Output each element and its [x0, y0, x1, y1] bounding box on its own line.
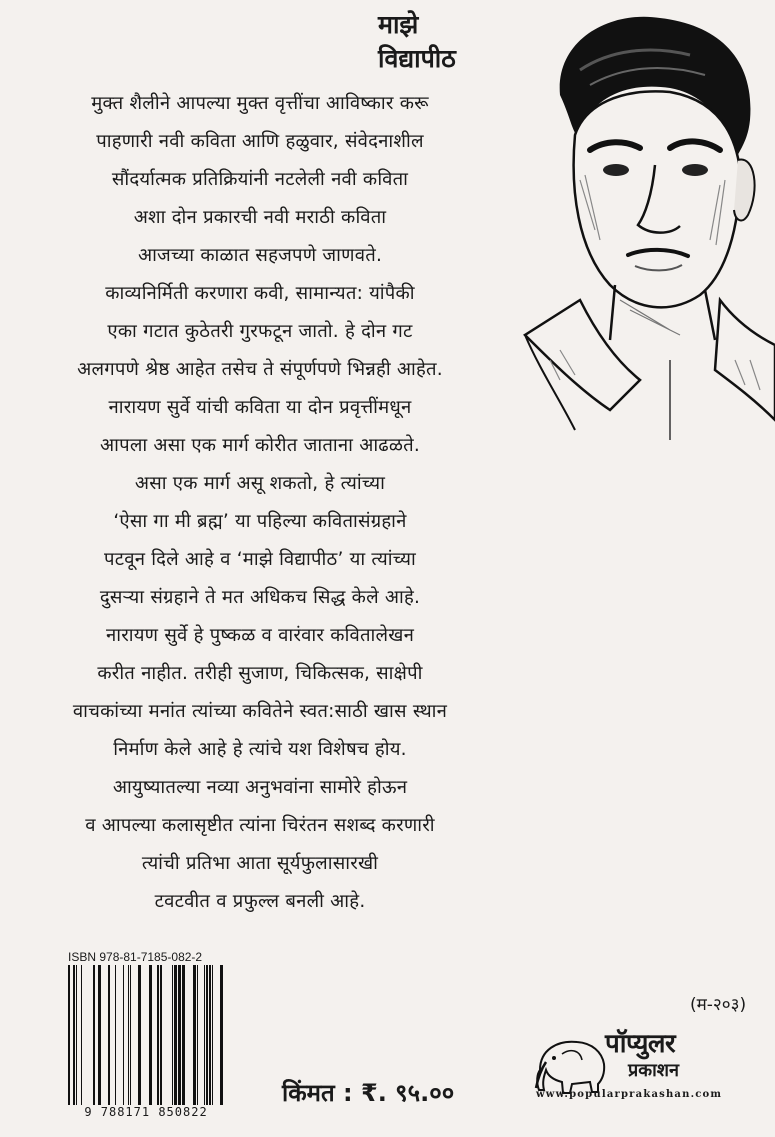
- isbn-label: ISBN 978-81-7185-082-2: [68, 950, 203, 964]
- blurb-line: काव्यनिर्मिती करणारा कवी, सामान्यत: यांपैकी: [105, 283, 415, 304]
- barcode-bar: [172, 965, 173, 1105]
- barcode-bar: [73, 965, 75, 1105]
- barcode-bar: [204, 965, 205, 1105]
- barcode-bar: [98, 965, 101, 1105]
- blurb-line: असा एक मार्ग असू शकतो, हे त्यांच्या: [134, 473, 386, 494]
- barcode-bar: [178, 965, 181, 1105]
- blurb-line: पटवून दिले आहे व ‘माझे विद्यापीठ’ या त्यांच्या: [104, 549, 416, 570]
- barcode-bar: [149, 965, 152, 1105]
- barcode-bar: [212, 965, 213, 1105]
- barcode-bar: [115, 965, 116, 1105]
- blurb-line: एका गटात कुठेतरी गुरफटून जातो. हे दोन गट: [107, 321, 413, 342]
- blurb-line: वाचकांच्या मनांत त्यांच्या कवितेने स्वत:साठी खास स्थान: [72, 701, 448, 722]
- barcode-bar: [209, 965, 211, 1105]
- price: किंमत : ₹. ९५.००: [282, 1079, 455, 1107]
- barcode-bar: [182, 965, 185, 1105]
- publisher-subname: प्रकाशन: [628, 1060, 679, 1081]
- blurb-line: आजच्या काळात सहजपणे जाणवते.: [137, 245, 383, 266]
- catalogue-code: (म-२०३): [690, 995, 747, 1015]
- barcode-bar: [174, 965, 177, 1105]
- barcode-bar: [128, 965, 129, 1105]
- barcode-bar: [76, 965, 77, 1105]
- barcode-bar: [108, 965, 110, 1105]
- barcode-bar: [130, 965, 131, 1105]
- barcode-bar: [123, 965, 124, 1105]
- publisher-url: www.popularprakashan.com: [536, 1089, 723, 1100]
- barcode-bar: [81, 965, 82, 1105]
- blurb-line: अलगपणे श्रेष्ठ आहेत तसेच ते संपूर्णपणे भिन्नही आहेत.: [77, 359, 443, 380]
- blurb-line: करीत नाहीत. तरीही सुजाण, चिकित्सक, साक्षेपी: [97, 663, 423, 684]
- book-title: [378, 8, 518, 76]
- barcode-digits: 9 788171 850822: [84, 1105, 208, 1119]
- publisher-name: पॉप्युलर: [605, 1029, 676, 1059]
- title-line-2: विद्यापीठ: [378, 44, 456, 73]
- blurb-line: पाहणारी नवी कविता आणि हळुवार, संवेदनाशील: [96, 131, 424, 152]
- blurb-line: आपला असा एक मार्ग कोरीत जाताना आढळते.: [100, 435, 420, 456]
- blurb-line: मुक्त शैलीने आपल्या मुक्त वृत्तींचा आविष्कार करू: [91, 93, 429, 114]
- barcode-bar: [138, 965, 141, 1105]
- blurb-line: टवटवीत व प्रफुल्ल बनली आहे.: [154, 891, 366, 912]
- barcode-bar: [197, 965, 198, 1105]
- barcode-bar: [206, 965, 208, 1105]
- blurb-line: आयुष्यातल्या नव्या अनुभवांना सामोरे होऊन: [112, 777, 408, 798]
- blurb-line: सौंदर्यात्मक प्रतिक्रियांनी नटलेली नवी कविता: [111, 169, 409, 190]
- blurb-line: व आपल्या कलासृष्टीत त्यांना चिरंतन सशब्द करणारी: [85, 815, 435, 836]
- blurb-line: निर्माण केले आहे हे त्यांचे यश विशेषच होय.: [113, 739, 407, 760]
- barcode-bar: [93, 965, 95, 1105]
- blurb-line: ‘ऐसा गा मी ब्रह्म’ या पहिल्या कवितासंग्रहाने: [113, 511, 407, 532]
- barcode-bar: [193, 965, 196, 1105]
- blurb-line: त्यांची प्रतिभा आता सूर्यफुलासारखी: [141, 853, 379, 874]
- barcode-bar: [160, 965, 162, 1105]
- blurb-line: नारायण सुर्वे यांची कविता या दोन प्रवृत्तींमधून: [108, 397, 412, 418]
- barcode-bar: [220, 965, 223, 1105]
- title-line-1: माझे: [378, 10, 419, 39]
- barcode-icon: [66, 965, 226, 1105]
- barcode-bar: [157, 965, 159, 1105]
- blurb-text: [0, 80, 560, 920]
- blurb-line: अशा दोन प्रकारची नवी मराठी कविता: [133, 207, 387, 228]
- blurb-line: नारायण सुर्वे हे पुष्कळ व वारंवार कवितालेखन: [105, 625, 415, 646]
- blurb-line: दुसऱ्या संग्रहाने ते मत अधिकच सिद्ध केले आहे.: [99, 587, 421, 608]
- barcode-bar: [68, 965, 70, 1105]
